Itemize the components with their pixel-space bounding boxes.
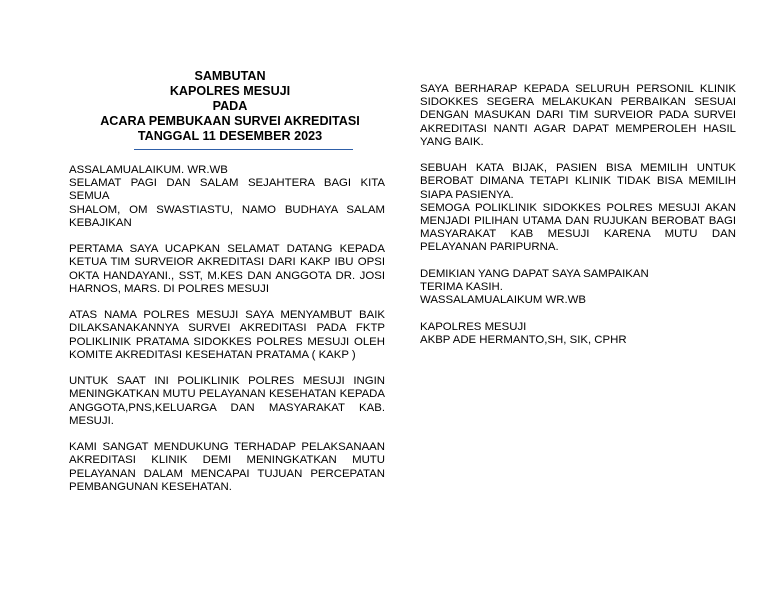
closing-line-3: WASSALAMUALAIKUM WR.WB xyxy=(420,294,587,307)
left-paragraph-4: KAMI SANGAT MENDUKUNG TERHADAP PELAKSANAAN AKREDITASI KLINIK DEMI MENINGKATKAN MUTU PELAYANAN DALAM MENCAPAI TUJUAN PERCEPATAN PEMBANGUNAN KESEHATAN. xyxy=(69,441,385,493)
signature-title: KAPOLRES MESUJI xyxy=(420,320,527,333)
left-paragraph-3: UNTUK SAAT INI POLIKLINIK POLRES MESUJI INGIN MENINGKATKAN MUTU PELAYANAN KESEHATAN KEPADA ANGGOTA,PNS,KELUARGA DAN MASYARAKAT KAB. MESUJI. xyxy=(69,375,385,427)
left-column xyxy=(69,164,385,507)
right-column xyxy=(420,83,736,360)
title-line-5: TANGGAL 11 DESEMBER 2023 xyxy=(137,129,323,143)
greeting-line-1: ASSALAMUALAIKUM. WR.WB xyxy=(69,164,228,176)
signature-block xyxy=(420,321,736,347)
title-line-2: KAPOLRES MESUJI xyxy=(169,84,291,98)
title-underline xyxy=(134,149,353,150)
signature-name: AKBP ADE HERMANTO,SH, SIK, CPHR xyxy=(420,333,627,346)
right-paragraph-1: SAYA BERHARAP KEPADA SELURUH PERSONIL KLINIK SIDOKKES SEGERA MELAKUKAN PERBAIKAN SESUAI DENGAN MASUKAN DARI TIM SURVEIOR PADA SURVEI AKREDITASI NANTI AGAR DAPAT MEMPEROLEH HASIL YANG BAIK. xyxy=(420,83,736,148)
left-paragraph-1: PERTAMA SAYA UCAPKAN SELAMAT DATANG KEPADA KETUA TIM SURVEIOR AKREDITASI DARI KAKP IBU OPSI OKTA HANDAYANI., SST, M.KES DAN ANGGOTA DR. JOSI HARNOS, MARS. DI POLRES MESUJI xyxy=(69,243,385,295)
greeting-line-3: SHALOM, OM SWASTIASTU, NAMO BUDHAYA SALAM KEBAJIKAN xyxy=(69,203,385,229)
left-paragraph-2: ATAS NAMA POLRES MESUJI SAYA MENYAMBUT BAIK DILAKSANAKANNYA SURVEI AKREDITASI PADA FKTP POLIKLINIK PRATAMA SIDOKKES POLRES MESUJI OLEH KOMITE AKREDITASI KESEHATAN PRATAMA ( KAKP ) xyxy=(69,309,385,361)
closing-line-1: DEMIKIAN YANG DAPAT SAYA SAMPAIKAN xyxy=(420,267,649,280)
right-paragraph-2: SEBUAH KATA BIJAK, PASIEN BISA MEMILIH UNTUK BEROBAT DIMANA TETAPI KLINIK TIDAK BISA MEMILIH SIAPA PASIENYA. xyxy=(420,162,736,201)
right-paragraph-3: SEMOGA POLIKLINIK SIDOKKES POLRES MESUJI AKAN MENJADI PILIHAN UTAMA DAN RUJUKAN BEROBAT BAGI MASYARAKAT KAB MESUJI KARENA MUTU DAN PELAYANAN PARIPURNA. xyxy=(420,201,736,254)
closing-line-2: TERIMA KASIH. xyxy=(420,281,503,294)
title-line-3: PADA xyxy=(212,99,248,113)
title-line-1: SAMBUTAN xyxy=(194,69,266,83)
document-title xyxy=(80,69,380,144)
closing-paragraph xyxy=(420,268,736,308)
title-line-4: ACARA PEMBUKAAN SURVEI AKREDITASI xyxy=(100,114,360,128)
greeting-paragraph xyxy=(69,164,385,230)
greeting-line-2: SELAMAT PAGI DAN SALAM SEJAHTERA BAGI KITA SEMUA xyxy=(69,177,385,203)
